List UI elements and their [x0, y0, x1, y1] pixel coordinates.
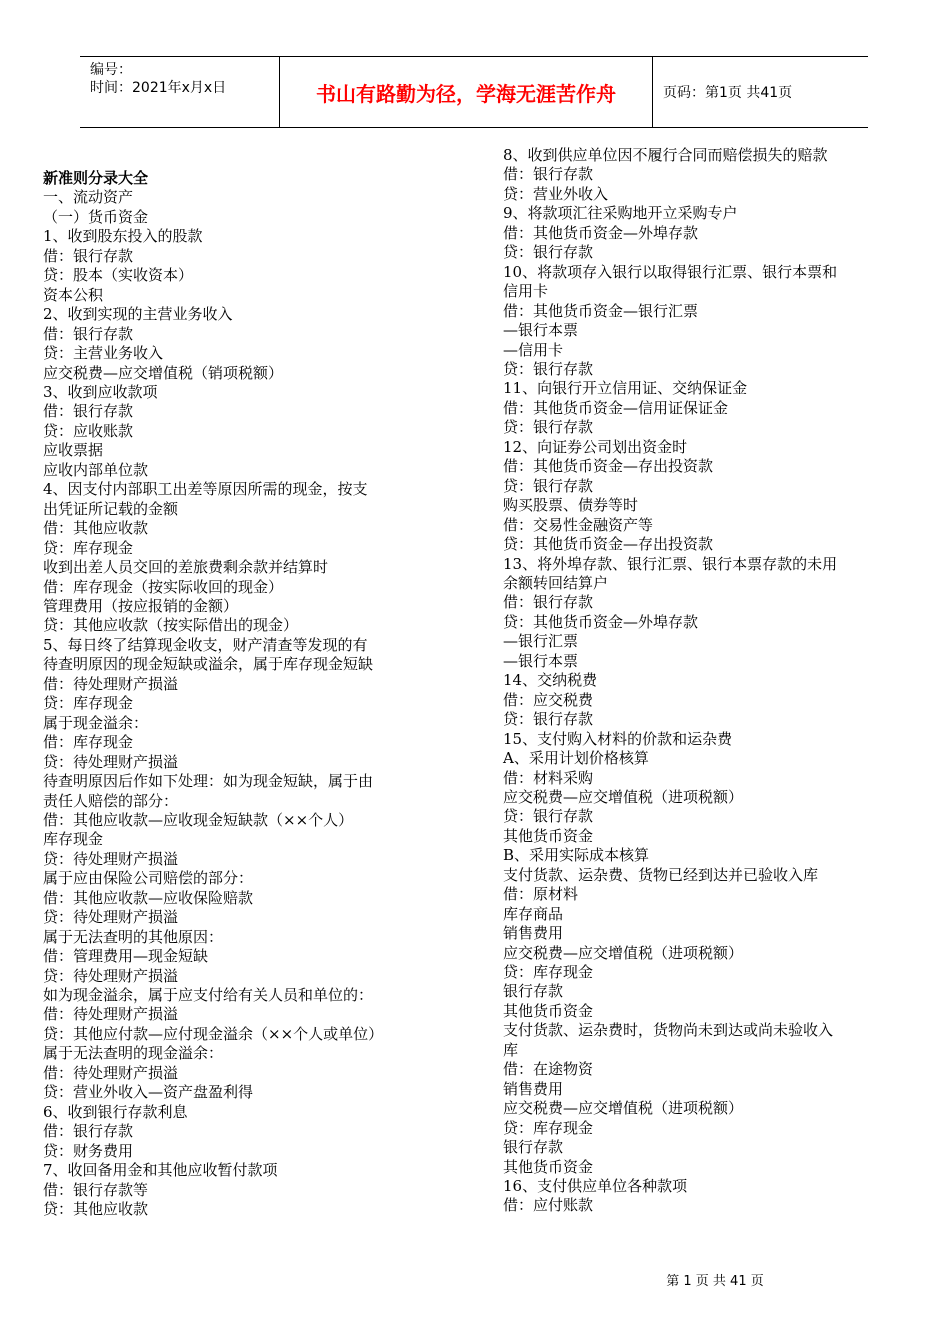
text-line: 15、支付购入材料的价款和运杂费 — [503, 729, 733, 748]
text-line: 属于无法查明的现金溢余： — [43, 1044, 224, 1063]
text-line: 贷：主营业务收入 — [43, 344, 164, 363]
number-label: 编号： — [90, 62, 132, 78]
text-line: 银行存款 — [503, 982, 564, 1001]
text-line: 贷：待处理财产损溢 — [43, 849, 179, 868]
text-line: —银行本票 — [503, 651, 579, 670]
text-line: 借：交易性金融资产等 — [503, 515, 654, 534]
text-line: 16、支付供应单位各种款项 — [503, 1177, 688, 1196]
text-line: 管理费用（按应报销的金额） — [43, 596, 239, 615]
text-line: 贷：营业外收入—资产盘盈利得 — [43, 1083, 254, 1102]
text-line: 借：原材料 — [503, 885, 579, 904]
text-line: 借：银行存款 — [503, 593, 594, 612]
text-line: 10、将款项存入银行以取得银行汇票、银行本票和 — [503, 262, 838, 281]
text-line: 借：库存现金（按实际收回的现金） — [43, 577, 284, 596]
text-line: 1、收到股东投入的股款 — [43, 227, 203, 246]
text-line: 贷：财务费用 — [43, 1141, 134, 1160]
text-line: 贷：银行存款 — [503, 418, 594, 437]
text-line: 11、向银行开立信用证、交纳保证金 — [503, 379, 748, 398]
text-line: 借：银行存款 — [503, 165, 594, 184]
text-line: 购买股票、债券等时 — [503, 496, 639, 515]
text-line: 借：其他应收款 — [43, 519, 149, 538]
header-page-info: 页码：第1页 共41页 — [663, 85, 793, 101]
text-line: 支付货款、运杂费、货物已经到达并已验收入库 — [503, 865, 819, 884]
text-line: 贷：待处理财产损溢 — [43, 966, 179, 985]
text-line: 借：银行存款 — [43, 246, 134, 265]
text-line: 12、向证券公司划出资金时 — [503, 437, 688, 456]
text-line: 贷：待处理财产损溢 — [43, 752, 179, 771]
text-line: 借：待处理财产损溢 — [43, 1005, 179, 1024]
text-line: 其他货币资金 — [503, 826, 594, 845]
text-line: 待查明原因的现金短缺或溢余，属于库存现金短缺 — [43, 655, 374, 674]
text-line: 应交税费—应交增值税（进项税额） — [503, 787, 744, 806]
text-line: 应交税费—应交增值税（销项税额） — [43, 363, 284, 382]
text-line: 5、每日终了结算现金收支，财产清查等发现的有 — [43, 635, 368, 654]
text-line: 库 — [503, 1040, 519, 1059]
text-line: 责任人赔偿的部分： — [43, 791, 179, 810]
text-line: 借：银行存款 — [43, 1122, 134, 1141]
text-line: 余额转回结算户 — [503, 573, 609, 592]
text-line: 信用卡 — [503, 282, 549, 301]
text-line: 借：其他货币资金—存出投资款 — [503, 457, 714, 476]
text-line: B、采用实际成本核算 — [503, 846, 650, 865]
text-line: 贷：银行存款 — [503, 710, 594, 729]
page-footer — [0, 1270, 950, 1289]
text-line: 贷：其他货币资金—存出投资款 — [503, 535, 714, 554]
text-line: 贷：其他应付款—应付现金溢余（××个人或单位） — [43, 1024, 384, 1043]
text-line: 借：待处理财产损溢 — [43, 674, 179, 693]
text-line: 应收内部单位款 — [43, 460, 149, 479]
text-line: 应交税费—应交增值税（进项税额） — [503, 943, 744, 962]
text-line: 贷：银行存款 — [503, 359, 594, 378]
header-motto: 书山有路勤为径，学海无涯苦作舟 — [280, 57, 653, 127]
text-line: 借：待处理财产损溢 — [43, 1063, 179, 1082]
text-line: 借：库存现金 — [43, 733, 134, 752]
text-line: 资本公积 — [43, 285, 104, 304]
text-line: 8、收到供应单位因不履行合同而赔偿损失的赔款 — [503, 146, 828, 164]
text-line: 借：其他货币资金—信用证保证金 — [503, 398, 729, 417]
footer-page-number: 第 1 页 共 41 页 — [666, 1274, 764, 1289]
text-line: 其他货币资金 — [503, 1157, 594, 1176]
text-line: 13、将外埠存款、银行汇票、银行本票存款的未用 — [503, 554, 838, 573]
text-line: （一）货币资金 — [43, 207, 149, 226]
text-line: 贷：库存现金 — [503, 963, 594, 982]
header-meta — [80, 57, 280, 127]
text-line: 贷：其他应收款 — [43, 1200, 149, 1219]
text-line: 应收票据 — [43, 441, 104, 460]
text-line: 贷：库存现金 — [43, 538, 134, 557]
text-line: 贷：其他应收款（按实际借出的现金） — [43, 616, 299, 635]
text-line: 贷：营业外收入 — [503, 184, 609, 203]
text-line: 借：材料采购 — [503, 768, 594, 787]
right-column — [503, 146, 903, 1216]
text-line: 借：银行存款 — [43, 402, 134, 421]
text-line: 贷：库存现金 — [503, 1118, 594, 1137]
text-line: 属于应由保险公司赔偿的部分： — [43, 869, 254, 888]
text-line: 7、收回备用金和其他应收暂付款项 — [43, 1161, 278, 1180]
text-line: 借：应交税费 — [503, 690, 594, 709]
text-line: 如为现金溢余，属于应支付给有关人员和单位的： — [43, 986, 374, 1005]
text-line: —银行汇票 — [503, 632, 579, 651]
text-line: 贷：银行存款 — [503, 476, 594, 495]
left-column — [43, 146, 443, 1219]
text-line: 借：其他应收款—应收保险赔款 — [43, 888, 254, 907]
text-line: 借：应付账款 — [503, 1196, 594, 1215]
text-line: 贷：应收账款 — [43, 421, 134, 440]
text-line: 销售费用 — [503, 924, 564, 943]
text-line: 属于无法查明的其他原因： — [43, 927, 224, 946]
text-line: —银行本票 — [503, 321, 579, 340]
text-line: 贷：待处理财产损溢 — [43, 908, 179, 927]
text-line: 借：银行存款等 — [43, 1180, 149, 1199]
text-line: 借：其他应收款—应收现金短缺款（××个人） — [43, 810, 354, 829]
text-line: 贷：库存现金 — [43, 694, 134, 713]
text-line: 库存商品 — [503, 904, 564, 923]
text-line: 贷：其他货币资金—外埠存款 — [503, 612, 699, 631]
text-line: 出凭证所记载的金额 — [43, 499, 179, 518]
text-line: 贷：银行存款 — [503, 807, 594, 826]
text-line: 贷：银行存款 — [503, 243, 594, 262]
text-line: 收到出差人员交回的差旅费剩余款并结算时 — [43, 558, 329, 577]
text-line: —信用卡 — [503, 340, 564, 359]
text-line: 待查明原因后作如下处理：如为现金短缺，属于由 — [43, 772, 374, 791]
text-line: 银行存款 — [503, 1138, 564, 1157]
text-line: 其他货币资金 — [503, 1001, 594, 1020]
text-line: 库存现金 — [43, 830, 104, 849]
text-line: 支付货款、运杂费时，货物尚未到达或尚未验收入 — [503, 1021, 834, 1040]
text-line: A、采用计划价格核算 — [503, 749, 649, 768]
time-label: 时间：2021年x月x日 — [90, 80, 227, 96]
text-line: 6、收到银行存款利息 — [43, 1102, 188, 1121]
text-line: 贷：股本（实收资本） — [43, 266, 194, 285]
text-line: 借：其他货币资金—外埠存款 — [503, 223, 699, 242]
text-line: 一、流动资产 — [43, 188, 134, 207]
text-line: 14、交纳税费 — [503, 671, 598, 690]
text-line: 9、将款项汇往采购地开立采购专户 — [503, 204, 738, 223]
text-line: 应交税费—应交增值税（进项税额） — [503, 1099, 744, 1118]
text-line: 借：在途物资 — [503, 1060, 594, 1079]
document-title: 新准则分录大全 — [43, 169, 149, 187]
text-line: 借：其他货币资金—银行汇票 — [503, 301, 699, 320]
text-line: 借：银行存款 — [43, 324, 134, 343]
text-line: 属于现金溢余： — [43, 713, 149, 732]
text-line: 2、收到实现的主营业务收入 — [43, 305, 233, 324]
text-line: 借：管理费用—现金短缺 — [43, 947, 209, 966]
page-header — [80, 56, 868, 128]
text-line: 销售费用 — [503, 1079, 564, 1098]
text-line: 3、收到应收款项 — [43, 382, 158, 401]
text-line: 4、因支付内部职工出差等原因所需的现金，按支 — [43, 480, 368, 499]
